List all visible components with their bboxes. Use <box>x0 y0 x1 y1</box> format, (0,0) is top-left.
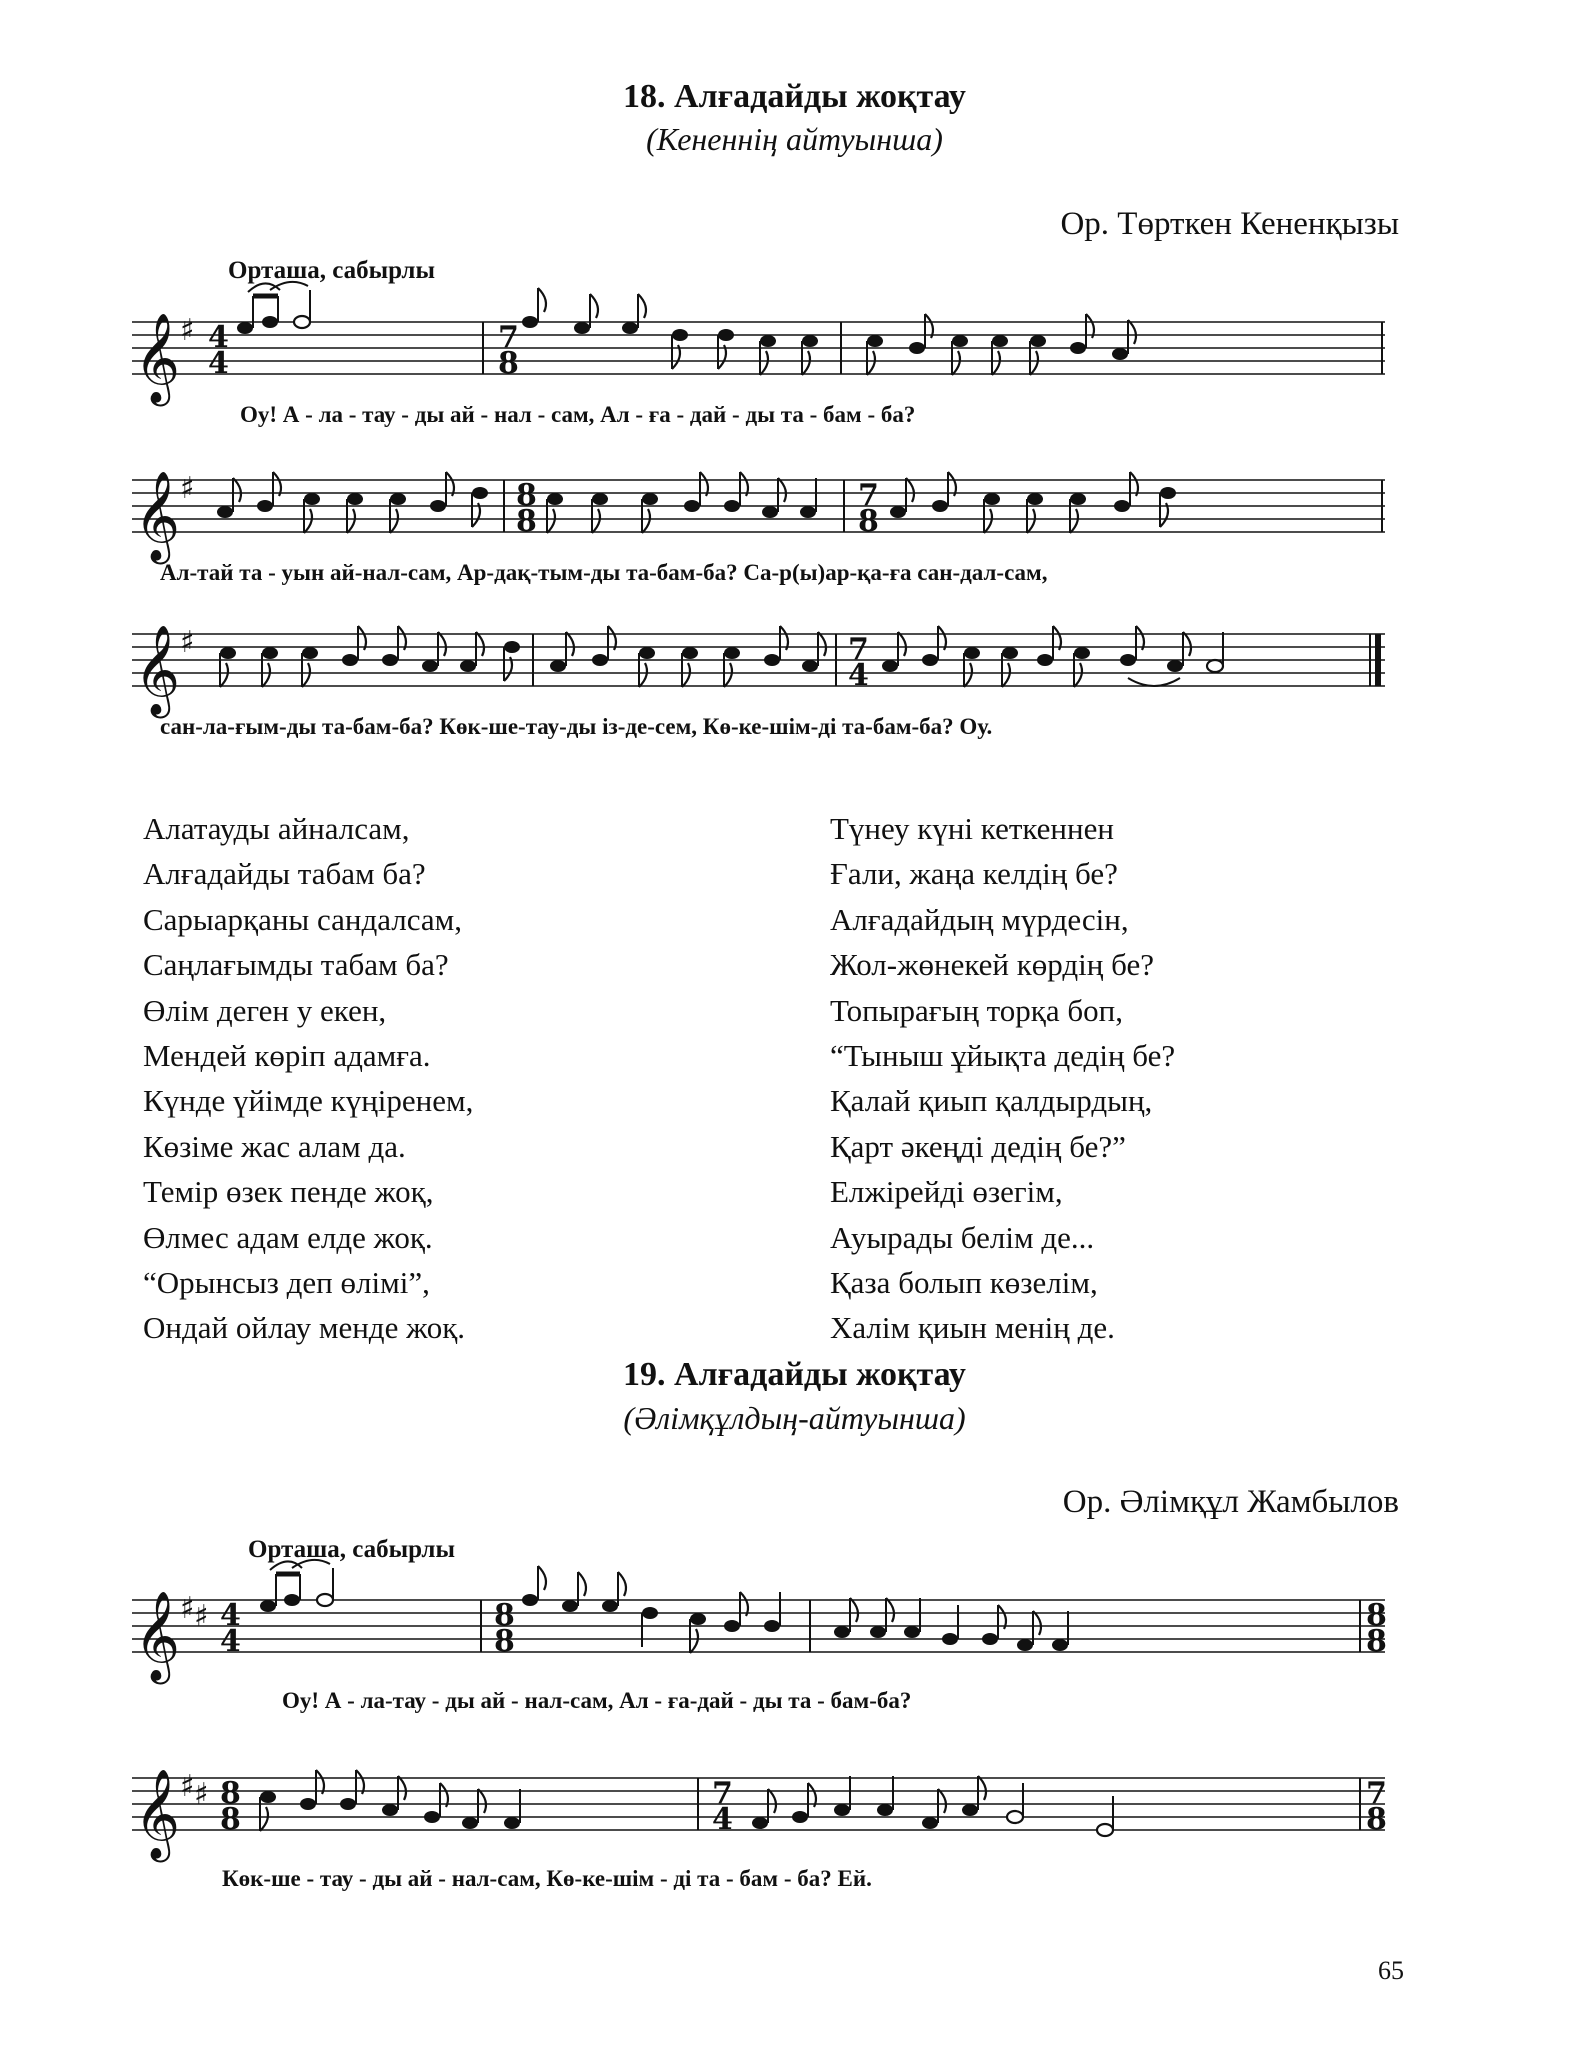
time-signature-top: 8 <box>1366 1598 1387 1633</box>
time-signature-bottom: 8 <box>516 504 537 539</box>
sharp-icon: ♯ <box>180 471 195 506</box>
verse-line: Топырағың торқа боп, <box>830 992 1123 1028</box>
song-18-title: 18. Алғадайды жоқтау <box>623 78 966 115</box>
time-signature-top: 7 <box>498 320 519 355</box>
measure-notes <box>890 472 1176 533</box>
time-signature-top: 8 <box>516 478 537 513</box>
verse-line: Күнде үйімде күңіренем, <box>143 1083 474 1119</box>
measure-notes <box>260 1770 520 1831</box>
verse-line: “Орынсыз деп өлімі”, <box>143 1265 430 1301</box>
treble-clef-icon: 𝄞 <box>134 1591 181 1681</box>
sharp-icon: ♯ <box>180 1769 195 1804</box>
song-19-lyrics-line-2: Көк-ше - тау - ды ай - нал-сам, Кө-ке-шім - ді та - бам - ба? Ей. <box>222 1866 872 1891</box>
song-19-subtitle: (Әлімқұлдың-айтуынша) <box>623 1400 966 1436</box>
measure-notes <box>522 1566 780 1653</box>
time-signature-bottom: 8 <box>498 346 519 381</box>
verse-line: Жол-жөнекей көрдің бе? <box>830 947 1155 983</box>
verse-line: Алатауды айналсам, <box>143 811 410 846</box>
verse-line: Елжірейді өзегім, <box>830 1174 1063 1210</box>
time-signature-top: 7 <box>712 1776 733 1811</box>
time-signature-bottom: 4 <box>848 658 869 693</box>
song-19-composer: Ор. Әлімқұл Жамбылов <box>1062 1484 1399 1520</box>
music-staff <box>120 458 1400 568</box>
song-19-title: 19. Алғадайды жоқтау <box>623 1356 966 1393</box>
treble-clef-icon: 𝄞 <box>134 1769 181 1859</box>
song-18-lyrics-line-2: Ал-тай та - уын ай-нал-сам, Ар-дақ-тым-ды та-бам-ба? Са-р(ы)ар-қа-ға сан-дал-сам, <box>160 560 1048 585</box>
song-18-lyrics-line-3: сан-ла-ғым-ды та-бам-ба? Көк-ше-тау-ды із-де-сем, Кө-ке-шім-ді та-бам-ба? Оу. <box>160 714 993 739</box>
music-staff <box>120 300 1400 410</box>
verse-line: Алғадайдың мүрдесін, <box>830 901 1129 937</box>
measure-notes <box>550 626 826 687</box>
staff-lines <box>132 634 1385 686</box>
verse-line: Ауырады белім де... <box>830 1219 1095 1255</box>
verse-line: Өлім деген у екен, <box>143 992 387 1028</box>
measure-notes <box>834 1598 1068 1651</box>
time-signature-top: 4 <box>220 1598 241 1633</box>
measure-notes <box>547 472 816 533</box>
verse-line: “Тыныш ұйықта дедің бе? <box>830 1038 1176 1074</box>
time-signature-top: 7 <box>848 632 869 667</box>
verse-line: Сарыарқаны сандалсам, <box>143 901 463 937</box>
music-staff <box>120 1578 1400 1688</box>
verse-line: Қаза болып көзелім, <box>830 1265 1098 1301</box>
measure-notes <box>882 626 1223 687</box>
measure-notes <box>260 1560 333 1612</box>
music-staff <box>120 1756 1400 1866</box>
staff-lines <box>132 322 1385 374</box>
verse-line: Темір өзек пенде жоқ, <box>143 1174 434 1210</box>
time-signature-bottom: 4 <box>712 1802 733 1837</box>
staff-lines <box>132 480 1385 532</box>
music-staff <box>120 612 1400 722</box>
verse-line: Ондай ойлау менде жоқ. <box>143 1310 466 1346</box>
sharp-icon: ♯ <box>194 1599 209 1634</box>
treble-clef-icon: 𝄞 <box>134 625 181 715</box>
sharp-icon: ♯ <box>194 1777 209 1812</box>
time-signature-bottom: 8 <box>1366 1802 1387 1837</box>
page-number: 65 <box>1378 1956 1404 1985</box>
verse-line: Түнеу күні кеткеннен <box>830 811 1114 846</box>
verse-line: Өлмес адам елде жоқ. <box>143 1219 433 1255</box>
verse-line: Көзіме жас алам да. <box>143 1128 406 1164</box>
measure-notes <box>867 314 1136 375</box>
time-signature-top: 8 <box>220 1776 241 1811</box>
measure-notes <box>237 282 310 334</box>
verse-line: Саңлағымды табам ба? <box>143 947 449 983</box>
treble-clef-icon: 𝄞 <box>134 313 181 403</box>
time-signature-top: 7 <box>1366 1776 1387 1811</box>
time-signature-bottom: 8 <box>858 504 879 539</box>
sharp-icon: ♯ <box>180 313 195 348</box>
song-19-tempo: Орташа, сабырлы <box>248 1536 455 1563</box>
time-signature-top: 4 <box>208 320 229 355</box>
staff-lines <box>132 1600 1385 1652</box>
song-18-verse-right <box>830 806 1175 1351</box>
verse-line: Мендей көріп адамға. <box>143 1038 431 1074</box>
verse-line: Ғали, жаңа келдің бе? <box>830 856 1118 892</box>
time-signature-bottom: 8 <box>1366 1624 1387 1659</box>
verse-line: Қалай қиып қалдырдың, <box>830 1083 1153 1119</box>
verse-line: Қарт әкеңді дедің бе?” <box>830 1128 1126 1164</box>
song-18-verse-left <box>143 806 473 1351</box>
song-19-lyrics-line-1: Оу! А - ла-тау - ды ай - нал-сам, Ал - ға-дай - ды та - бам-ба? <box>282 1688 912 1713</box>
treble-clef-icon: 𝄞 <box>134 471 181 561</box>
time-signature-bottom: 4 <box>220 1624 241 1659</box>
time-signature-bottom: 8 <box>220 1802 241 1837</box>
song-18-subtitle: (Кененнің айтуынша) <box>646 121 943 157</box>
measure-notes <box>752 1776 1113 1836</box>
sharp-icon: ♯ <box>180 625 195 660</box>
measure-notes <box>522 288 818 375</box>
time-signature-bottom: 4 <box>208 346 229 381</box>
song-18-lyrics-line-1: Оу! А - ла - тау - ды ай - нал - сам, Ал - ға - дай - ды та - бам - ба? <box>240 402 916 427</box>
sharp-icon: ♯ <box>180 1591 195 1626</box>
verse-line: Халім қиын менің де. <box>830 1310 1115 1346</box>
time-signature-top: 7 <box>858 478 879 513</box>
measure-notes <box>220 626 520 687</box>
measure-notes <box>217 472 488 533</box>
song-18-tempo: Орташа, сабырлы <box>228 257 435 284</box>
song-18-composer: Ор. Төрткен Кененқызы <box>1060 206 1399 242</box>
time-signature-bottom: 8 <box>494 1624 515 1659</box>
time-signature-top: 8 <box>494 1598 515 1633</box>
verse-line: Алғадайды табам ба? <box>143 856 426 892</box>
